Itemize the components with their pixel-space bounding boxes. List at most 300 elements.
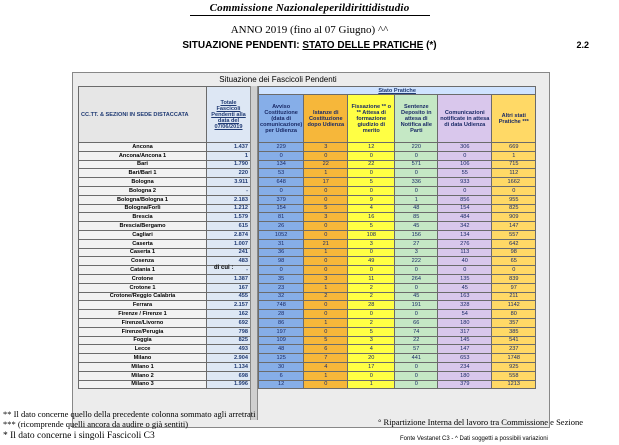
table-row: [79, 186, 251, 195]
status-cell: 0: [395, 151, 438, 160]
situation-prefix: SITUAZIONE PENDENTI:: [182, 40, 303, 51]
table-row: [79, 248, 251, 257]
table-row: [259, 230, 536, 239]
row-label: Caserta: [79, 239, 207, 248]
status-cell: 715: [492, 160, 536, 169]
status-cell: 0: [304, 230, 348, 239]
status-cell: 2: [304, 292, 348, 301]
status-cell: 86: [259, 318, 304, 327]
col-header-2: Istanze di Costituzione dopo Udienza: [304, 95, 348, 143]
status-cell: 306: [438, 143, 492, 152]
table-row: [259, 318, 536, 327]
status-cell: 16: [348, 213, 395, 222]
status-cell: 45: [395, 222, 438, 231]
group-header-row: [259, 87, 536, 95]
status-cell: 484: [438, 213, 492, 222]
row-label: Foggia: [79, 336, 207, 345]
col-header-1: Avviso Costituzione (data di comunicazione) per Udienza: [259, 95, 304, 143]
table-row: [259, 274, 536, 283]
status-cell: 163: [438, 292, 492, 301]
status-cell: 642: [492, 239, 536, 248]
table-row: [259, 371, 536, 380]
table-row: [79, 336, 251, 345]
status-cell: 85: [395, 213, 438, 222]
status-cell: 53: [259, 169, 304, 178]
table-row: [259, 195, 536, 204]
status-cell: 0: [348, 371, 395, 380]
table-row: [79, 292, 251, 301]
status-cell: 0: [395, 310, 438, 319]
status-cell: 0: [259, 266, 304, 275]
document-title: [0, 2, 619, 16]
document-title-text: Commissione Nazionaleperildirittidistudio: [209, 2, 410, 14]
status-cell: 0: [438, 151, 492, 160]
status-cell: 558: [492, 371, 536, 380]
row-total: 167: [207, 283, 251, 292]
status-cell: 21: [304, 239, 348, 248]
status-cell: 0: [492, 266, 536, 275]
row-total: 1.212: [207, 204, 251, 213]
status-cell: 925: [492, 362, 536, 371]
status-cell: 955: [492, 195, 536, 204]
status-cell: 653: [438, 354, 492, 363]
status-cell: 211: [492, 292, 536, 301]
status-cell: 1052: [259, 230, 304, 239]
status-cell: 3: [304, 143, 348, 152]
status-cell: 147: [492, 222, 536, 231]
row-total: 1.790: [207, 160, 251, 169]
table-row: [259, 151, 536, 160]
table-row: [259, 178, 536, 187]
status-cell: 35: [259, 274, 304, 283]
header-total: Totale Fascicoli Pendenti alla data del 07/06/2019: [207, 87, 251, 143]
table-row: [79, 151, 251, 160]
status-cell: 17: [304, 178, 348, 187]
status-cell: 0: [304, 195, 348, 204]
status-cell: 2: [348, 283, 395, 292]
status-cell: 0: [259, 151, 304, 160]
status-cell: 0: [348, 266, 395, 275]
row-label: Milano: [79, 354, 207, 363]
status-cell: 98: [492, 248, 536, 257]
table-row: [79, 143, 251, 152]
row-label: Crotone: [79, 274, 207, 283]
status-cell: 1: [304, 169, 348, 178]
status-cell: 31: [259, 239, 304, 248]
row-label: Ancona/Ancona 1: [79, 151, 207, 160]
status-cell: 276: [438, 239, 492, 248]
status-cell: 147: [438, 345, 492, 354]
status-cell: 379: [259, 195, 304, 204]
table-row: [79, 283, 251, 292]
status-cell: 0: [304, 257, 348, 266]
row-total: 1.134: [207, 362, 251, 371]
status-cell: 22: [348, 160, 395, 169]
status-cell: 229: [259, 143, 304, 152]
status-cell: 1: [304, 283, 348, 292]
row-label: Cosenza: [79, 257, 207, 266]
status-cell: 1: [304, 248, 348, 257]
group-header: Stato Pratiche: [259, 87, 536, 95]
status-cell: 81: [259, 213, 304, 222]
row-label: Milano 1: [79, 362, 207, 371]
status-cell: 825: [492, 204, 536, 213]
table-row: [259, 310, 536, 319]
table-row: [259, 362, 536, 371]
row-label: Bologna: [79, 178, 207, 187]
status-cell: 1: [492, 151, 536, 160]
status-cell: 74: [395, 327, 438, 336]
row-label: Ferrara: [79, 301, 207, 310]
status-cell: 106: [438, 160, 492, 169]
page-number: 2.2: [576, 40, 589, 50]
status-cell: 0: [395, 283, 438, 292]
status-cell: 108: [348, 230, 395, 239]
status-cell: 0: [348, 169, 395, 178]
table-row: [259, 283, 536, 292]
status-cell: 191: [395, 301, 438, 310]
status-cell: 557: [492, 230, 536, 239]
status-cell: 0: [304, 310, 348, 319]
row-label: Brescia: [79, 213, 207, 222]
status-cell: 0: [395, 169, 438, 178]
status-cell: 156: [395, 230, 438, 239]
status-cell: 109: [259, 336, 304, 345]
status-cell: 3: [395, 248, 438, 257]
situation-heading: [0, 40, 619, 51]
status-cell: 40: [438, 257, 492, 266]
row-label: Bari: [79, 160, 207, 169]
table-row: [259, 257, 536, 266]
status-cell: 748: [259, 301, 304, 310]
status-cell: 441: [395, 354, 438, 363]
situation-underlined: STATO DELLE PRATICHE: [302, 40, 424, 51]
footnote-4: ° Ripartizione Interna del lavoro tra Commissione e Sezione: [378, 417, 583, 427]
row-total: 2.904: [207, 354, 251, 363]
row-total: 3.911: [207, 178, 251, 187]
status-cell: 264: [395, 274, 438, 283]
row-total: 1.437: [207, 143, 251, 152]
status-cell: 154: [438, 204, 492, 213]
table-row: [79, 354, 251, 363]
status-cell: 222: [395, 257, 438, 266]
row-label: Brescia/Bergamo: [79, 222, 207, 231]
status-cell: 385: [492, 327, 536, 336]
status-cell: 32: [259, 292, 304, 301]
row-label: Milano 3: [79, 380, 207, 389]
status-cell: 5: [304, 336, 348, 345]
status-cell: 0: [304, 186, 348, 195]
row-total: 483: [207, 257, 251, 266]
row-label: Milano 2: [79, 371, 207, 380]
status-cell: 17: [348, 362, 395, 371]
row-total: 692: [207, 318, 251, 327]
status-cell: 1213: [492, 380, 536, 389]
status-cell: 317: [438, 327, 492, 336]
status-cell: 234: [438, 362, 492, 371]
status-cell: 342: [438, 222, 492, 231]
row-label: Bologna 2: [79, 186, 207, 195]
row-label: Crotone/Reggio Calabria: [79, 292, 207, 301]
row-total: 698: [207, 371, 251, 380]
status-cell: 112: [492, 169, 536, 178]
row-total: 1.579: [207, 213, 251, 222]
table-row: [79, 239, 251, 248]
status-cell: 0: [438, 266, 492, 275]
table-row: [79, 380, 251, 389]
row-label: Firenze/Livorno: [79, 318, 207, 327]
status-cell: 23: [259, 283, 304, 292]
row-label: Bologna/Forlì: [79, 204, 207, 213]
situation-suffix: (*): [423, 40, 437, 51]
status-cell: 933: [438, 178, 492, 187]
status-cell: 45: [438, 283, 492, 292]
row-label: Bologna/Bologna 1: [79, 195, 207, 204]
status-cell: 0: [395, 186, 438, 195]
status-cell: 0: [395, 362, 438, 371]
col-header-4: Sentenze Deposito in attesa di Notifica alle Parti: [395, 95, 438, 143]
title-underline: [190, 15, 430, 16]
di-cui-label: di cui :: [214, 265, 234, 271]
table-row: [79, 230, 251, 239]
separator-column: [250, 86, 258, 420]
status-cell: 336: [395, 178, 438, 187]
row-total: 825: [207, 336, 251, 345]
status-cell: 4: [348, 345, 395, 354]
status-cell: 9: [348, 195, 395, 204]
status-cell: 65: [492, 257, 536, 266]
status-cell: 1: [304, 371, 348, 380]
status-cell: 0: [348, 248, 395, 257]
source-note: Fonte Vestanet C3 - ^ Dati soggetti a possibili variazioni: [400, 436, 548, 442]
status-cell: 12: [348, 143, 395, 152]
status-cell: 2: [348, 318, 395, 327]
status-cell: 1: [395, 195, 438, 204]
status-cell: 5: [304, 204, 348, 213]
status-cell: 571: [395, 160, 438, 169]
table-row: [79, 160, 251, 169]
status-cell: 357: [492, 318, 536, 327]
table-row: [79, 274, 251, 283]
status-cell: 36: [259, 248, 304, 257]
table-row: [79, 318, 251, 327]
table-row: [259, 354, 536, 363]
table-row: [79, 222, 251, 231]
table-row: [259, 266, 536, 275]
status-cell: 28: [348, 301, 395, 310]
status-cell: 4: [304, 362, 348, 371]
footnote-1: ** Il dato concerne quello della precedente colonna sommato agli arretrati: [3, 409, 256, 419]
status-cell: 80: [492, 310, 536, 319]
status-cell: 135: [438, 274, 492, 283]
status-cell: 125: [259, 354, 304, 363]
status-cell: 909: [492, 213, 536, 222]
row-label: Cagliari: [79, 230, 207, 239]
row-total: -: [207, 266, 251, 275]
status-cell: 48: [395, 204, 438, 213]
status-cell: 113: [438, 248, 492, 257]
row-label: Lecce: [79, 345, 207, 354]
status-cell: 197: [259, 327, 304, 336]
row-total: 798: [207, 327, 251, 336]
status-cell: 6: [304, 345, 348, 354]
table-row: [79, 371, 251, 380]
status-cell: 22: [304, 160, 348, 169]
table-row: [259, 143, 536, 152]
table-row: [259, 204, 536, 213]
status-cell: 0: [304, 327, 348, 336]
row-label: Firenze / Firenze 1: [79, 310, 207, 319]
row-total: 241: [207, 248, 251, 257]
status-cell: 54: [438, 310, 492, 319]
table-row: [79, 301, 251, 310]
status-cell: 3: [304, 274, 348, 283]
document-subtitle: ANNO 2019 (fino al 07 Giugno) ^^: [230, 24, 389, 36]
row-total: 2.183: [207, 195, 251, 204]
row-total: 1.996: [207, 380, 251, 389]
status-cell: 27: [395, 239, 438, 248]
status-cell: 220: [395, 143, 438, 152]
row-label: Bari/Bari 1: [79, 169, 207, 178]
status-cell: 180: [438, 371, 492, 380]
footnote-3: * Il dato concerne i singoli Fascicoli C3: [3, 431, 155, 441]
row-total: 455: [207, 292, 251, 301]
table-row: [79, 213, 251, 222]
row-total: 1.387: [207, 274, 251, 283]
status-cell: 22: [395, 336, 438, 345]
status-cell: 6: [259, 371, 304, 380]
row-label: Ancona: [79, 143, 207, 152]
status-cell: 134: [259, 160, 304, 169]
status-cell: 2: [348, 292, 395, 301]
status-cell: 48: [259, 345, 304, 354]
status-cell: 1662: [492, 178, 536, 187]
status-cell: 669: [492, 143, 536, 152]
footnote-2: *** (ricomprende quelli ancora da audire o già sentiti): [3, 419, 189, 429]
status-cell: 55: [438, 169, 492, 178]
status-cell: 154: [259, 204, 304, 213]
status-cell: 97: [492, 283, 536, 292]
table-row: [79, 345, 251, 354]
status-cell: 856: [438, 195, 492, 204]
status-cell: 839: [492, 274, 536, 283]
status-cell: 0: [304, 151, 348, 160]
table-row: [79, 195, 251, 204]
table-row: [259, 336, 536, 345]
status-cell: 1142: [492, 301, 536, 310]
status-cell: 5: [348, 178, 395, 187]
header-label: CC.TT. & SEZIONI IN SEDE DISTACCATA: [79, 87, 207, 143]
status-cell: 7: [304, 354, 348, 363]
status-cell: 0: [304, 301, 348, 310]
status-cell: 26: [259, 222, 304, 231]
status-cell: 66: [395, 318, 438, 327]
table-row: [79, 204, 251, 213]
col-header-6: Altri stati Pratiche ***: [492, 95, 536, 143]
status-cell: 0: [348, 310, 395, 319]
status-cell: 1: [304, 318, 348, 327]
table-row: [259, 345, 536, 354]
table-row: [79, 362, 251, 371]
status-cell: 541: [492, 336, 536, 345]
left-table: [78, 86, 251, 389]
status-cell: 379: [438, 380, 492, 389]
status-cell: 0: [395, 380, 438, 389]
row-total: 2.874: [207, 230, 251, 239]
status-cell: 28: [259, 310, 304, 319]
col-header-5: Comunicazioni notificate in attesa di data Udienza: [438, 95, 492, 143]
row-total: 1: [207, 151, 251, 160]
table-row: [79, 310, 251, 319]
sheet-title: Situazione dei Fascicoli Pendenti: [219, 75, 337, 84]
status-cell: 5: [348, 327, 395, 336]
status-cell: 1: [348, 380, 395, 389]
status-cell: 98: [259, 257, 304, 266]
status-cell: 11: [348, 274, 395, 283]
table-row: [259, 239, 536, 248]
table-row: [259, 222, 536, 231]
row-label: Caserta 1: [79, 248, 207, 257]
status-cell: 3: [304, 213, 348, 222]
row-total: -: [207, 186, 251, 195]
status-cell: 30: [259, 362, 304, 371]
status-cell: 0: [395, 266, 438, 275]
status-cell: 3: [348, 239, 395, 248]
status-cell: 12: [259, 380, 304, 389]
status-cell: 49: [348, 257, 395, 266]
row-label: Catania 1: [79, 266, 207, 275]
status-table: [258, 86, 536, 389]
row-total: 493: [207, 345, 251, 354]
status-cell: 45: [395, 292, 438, 301]
table-row: [259, 248, 536, 257]
status-cell: 145: [438, 336, 492, 345]
column-header-row: [259, 95, 536, 143]
status-cell: 1748: [492, 354, 536, 363]
status-cell: 0: [348, 151, 395, 160]
status-cell: 3: [348, 336, 395, 345]
row-total: 2.157: [207, 301, 251, 310]
row-total: 162: [207, 310, 251, 319]
row-total: 615: [207, 222, 251, 231]
row-label: Firenze/Perugia: [79, 327, 207, 336]
table-row: [79, 169, 251, 178]
row-label: Crotone 1: [79, 283, 207, 292]
status-cell: 4: [348, 204, 395, 213]
table-row: [259, 169, 536, 178]
status-cell: 0: [259, 186, 304, 195]
table-row: [259, 160, 536, 169]
table-row: [259, 301, 536, 310]
status-cell: 5: [348, 222, 395, 231]
col-header-3: Fissazione ** o ** Attesa di formazione giudizio di merito: [348, 95, 395, 143]
table-row: [259, 292, 536, 301]
table-row: [259, 327, 536, 336]
status-cell: 0: [348, 186, 395, 195]
status-cell: 0: [304, 380, 348, 389]
status-cell: 20: [348, 354, 395, 363]
status-cell: 0: [304, 222, 348, 231]
status-cell: 328: [438, 301, 492, 310]
status-cell: 648: [259, 178, 304, 187]
status-cell: 237: [492, 345, 536, 354]
table-row: [79, 327, 251, 336]
left-header-row: [79, 87, 251, 143]
status-cell: 0: [438, 186, 492, 195]
status-cell: 57: [395, 345, 438, 354]
status-cell: 0: [492, 186, 536, 195]
row-total: 220: [207, 169, 251, 178]
